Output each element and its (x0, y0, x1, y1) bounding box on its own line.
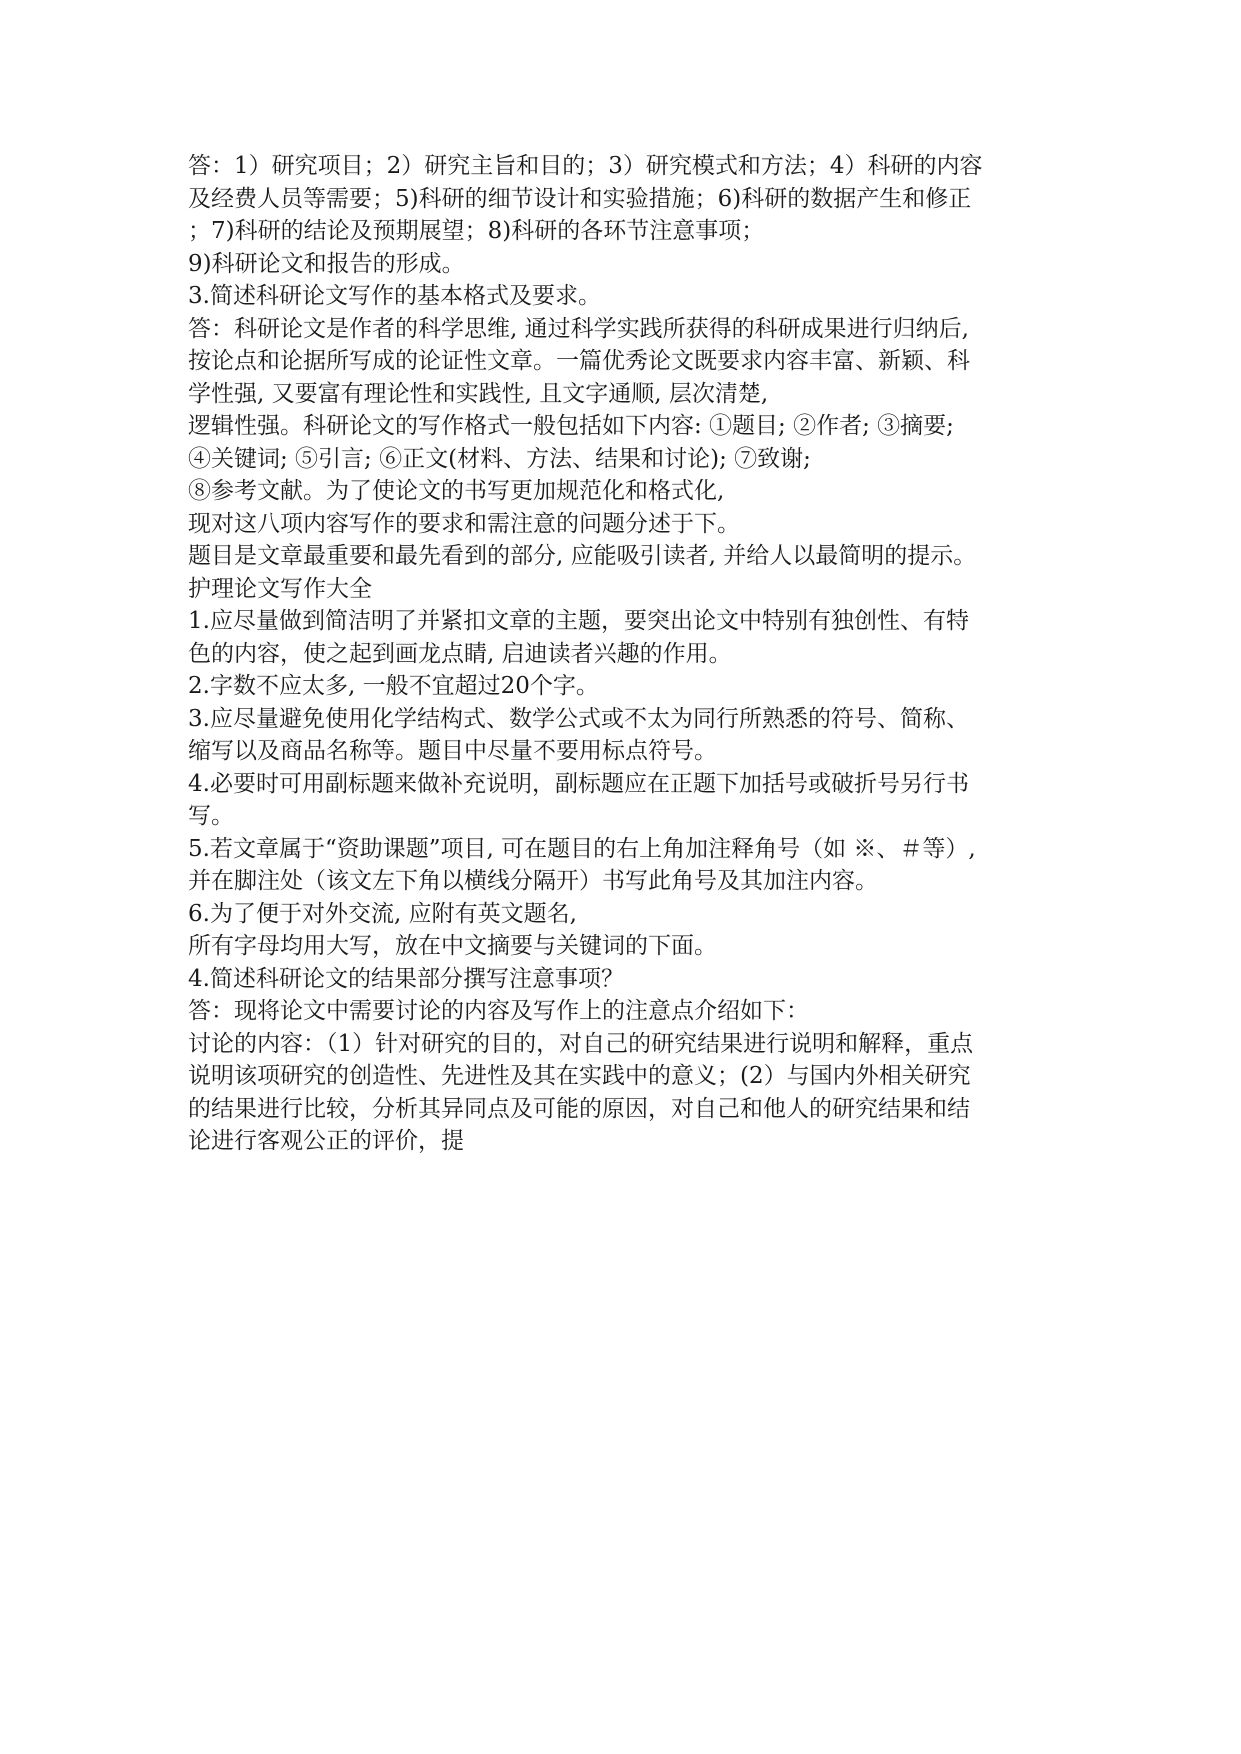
text-line: 缩写以及商品名称等。题目中尽量不要用标点符号。 (188, 738, 717, 764)
text-line: 所有字母均用大写，放在中文摘要与关键词的下面。 (188, 933, 717, 959)
text-line: 逻辑性强。科研论文的写作格式一般包括如下内容: ①题目; ②作者; ③摘要; (188, 413, 954, 439)
text-line: 说明该项研究的创造性、先进性及其在实践中的意义；(2）与国内外相关研究 (188, 1063, 971, 1089)
text-line: 按论点和论据所写成的论证性文章。一篇优秀论文既要求内容丰富、新颖、科 (188, 348, 970, 374)
text-line: 5.若文章属于“资助课题”项目, 可在题目的右上角加注释角号（如 ※、＃等）, (188, 835, 976, 862)
text-line: 讨论的内容：（1）针对研究的目的，对自己的研究结果进行说明和解释，重点 (188, 1030, 974, 1057)
text-line: ⑧参考文献。为了使论文的书写更加规范化和格式化, (188, 478, 725, 504)
text-line: 学性强, 又要富有理论性和实践性, 且文字通顺, 层次清楚, (188, 380, 769, 407)
text-line: 6.为了便于对外交流, 应附有英文题名, (188, 900, 577, 927)
text-line: 4.必要时可用副标题来做补充说明，副标题应在正题下加括号或破折号另行书 (188, 770, 969, 797)
text-line: 答：现将论文中需要讨论的内容及写作上的注意点介绍如下： (188, 998, 809, 1024)
text-line: 3.应尽量避免使用化学结构式、数学公式或不太为同行所熟悉的符号、简称、 (188, 705, 969, 732)
text-line: 2.字数不应太多, 一般不宜超过20个字。 (188, 673, 599, 699)
text-line: 1.应尽量做到简洁明了并紧扣文章的主题，要突出论文中特别有独创性、有特 (188, 608, 969, 634)
text-line: 答：科研论文是作者的科学思维, 通过科学实践所获得的科研成果进行归纳后, (188, 315, 969, 342)
text-line: 论进行客观公正的评价，提 (188, 1128, 464, 1154)
section-heading: 4.简述科研论文的结果部分撰写注意事项？ (188, 965, 624, 992)
text-line: ④关键词; ⑤引言; ⑥正文(材料、方法、结果和讨论); ⑦致谢; (188, 445, 811, 472)
text-line: ；7)科研的结论及预期展望；8)科研的各环节注意事项； (188, 218, 765, 244)
text-line: 题目是文章最重要和最先看到的部分, 应能吸引读者, 并给人以最简明的提示。 (188, 543, 977, 569)
text-line: 的结果进行比较，分析其异同点及可能的原因，对自己和他人的研究结果和结 (188, 1095, 970, 1122)
section-heading: 护理论文写作大全 (188, 575, 372, 602)
text-line: 色的内容，使之起到画龙点睛, 启迪读者兴趣的作用。 (188, 640, 732, 667)
text-line: 并在脚注处（该文左下角以横线分隔开）书写此角号及其加注内容。 (188, 868, 878, 894)
text-line: 及经费人员等需要；5)科研的细节设计和实验措施；6)科研的数据产生和修正 (188, 185, 972, 212)
text-line: 答：1）研究项目；2）研究主旨和目的；3）研究模式和方法；4）科研的内容 (188, 153, 983, 179)
text-line: 写。 (188, 803, 234, 829)
text-line: 现对这八项内容写作的要求和需注意的问题分述于下。 (188, 510, 740, 537)
section-heading: 3.简述科研论文写作的基本格式及要求。 (188, 283, 601, 309)
document-body (188, 150, 1068, 1158)
text-line: 9)科研论文和报告的形成。 (188, 250, 465, 277)
